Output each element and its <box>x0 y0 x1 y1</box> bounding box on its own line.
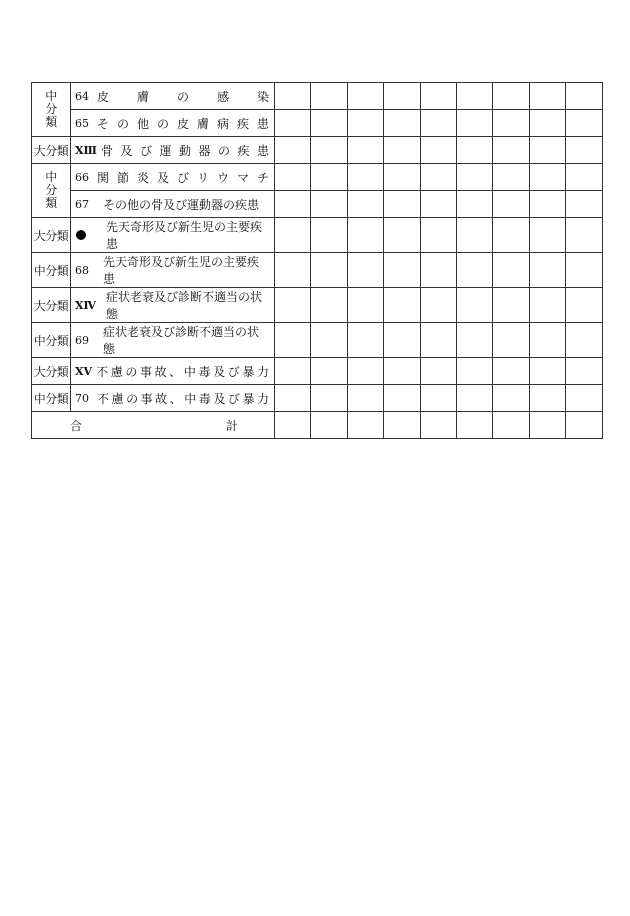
label-cell <box>71 253 275 288</box>
table-row <box>32 110 603 137</box>
item-number: XⅤ <box>75 364 93 378</box>
data-cell[interactable] <box>347 164 383 191</box>
data-cell[interactable] <box>529 385 565 412</box>
category-cell: 大分類 <box>32 137 71 164</box>
item-name: 先天奇形及び新生児の主要疾患 <box>106 220 263 251</box>
data-cell[interactable] <box>275 288 311 323</box>
data-cell[interactable] <box>529 218 565 253</box>
data-cell[interactable] <box>566 110 602 137</box>
item-name: 症状老衰及び診断不適当の状態 <box>106 290 263 321</box>
table-row <box>32 323 603 358</box>
data-cell[interactable] <box>456 83 492 110</box>
data-cell[interactable] <box>420 110 456 137</box>
data-cell[interactable] <box>493 358 529 385</box>
item-number: 67 <box>75 197 89 211</box>
data-cell[interactable] <box>529 191 565 218</box>
data-cell[interactable] <box>275 385 311 412</box>
table-row <box>32 218 603 253</box>
total-cell[interactable] <box>275 412 311 439</box>
table-row <box>32 253 603 288</box>
data-cell[interactable] <box>493 191 529 218</box>
data-cell[interactable] <box>420 253 456 288</box>
data-cell[interactable] <box>311 385 347 412</box>
data-cell[interactable] <box>566 385 602 412</box>
item-number: 65 <box>75 116 89 130</box>
table-row <box>32 385 603 412</box>
data-cell[interactable] <box>311 288 347 323</box>
total-cell[interactable] <box>493 412 529 439</box>
label <box>75 288 269 322</box>
item-number: 68 <box>75 263 89 277</box>
data-cell[interactable] <box>529 358 565 385</box>
item-number: 70 <box>75 391 89 405</box>
data-cell[interactable] <box>456 358 492 385</box>
data-cell[interactable] <box>456 288 492 323</box>
item-number: 64 <box>75 89 89 103</box>
data-cell[interactable] <box>384 253 420 288</box>
data-cell[interactable] <box>420 323 456 358</box>
data-cell[interactable] <box>311 191 347 218</box>
data-cell[interactable] <box>311 218 347 253</box>
data-cell[interactable] <box>347 385 383 412</box>
label-cell <box>71 110 275 137</box>
data-cell[interactable] <box>347 110 383 137</box>
label-cell <box>71 164 275 191</box>
label-cell <box>71 358 275 385</box>
data-cell[interactable] <box>275 358 311 385</box>
data-cell[interactable] <box>493 288 529 323</box>
data-cell[interactable] <box>529 137 565 164</box>
data-cell[interactable] <box>420 385 456 412</box>
label <box>75 88 269 105</box>
item-number: XⅣ <box>75 298 97 312</box>
data-cell[interactable] <box>529 83 565 110</box>
data-cell[interactable] <box>493 110 529 137</box>
data-cell[interactable] <box>420 218 456 253</box>
total-right: 計 <box>225 418 238 433</box>
data-cell[interactable] <box>566 83 602 110</box>
data-cell[interactable] <box>529 288 565 323</box>
table-row <box>32 358 603 385</box>
total-row <box>32 412 603 439</box>
item-name: 不慮の事故、中毒及び暴力 <box>97 391 269 406</box>
category-cell: 中分類 <box>32 385 71 412</box>
table-row <box>32 191 603 218</box>
data-cell[interactable] <box>347 358 383 385</box>
label-cell <box>71 137 275 164</box>
data-cell[interactable] <box>347 288 383 323</box>
label-cell <box>71 288 275 323</box>
category-cell: 大分類 <box>32 288 71 323</box>
data-cell[interactable] <box>493 164 529 191</box>
bullet-icon <box>76 230 86 240</box>
table-row <box>32 137 603 164</box>
data-cell[interactable] <box>529 323 565 358</box>
label <box>75 363 269 380</box>
item-name: 骨及び運動器の疾患 <box>100 143 269 158</box>
data-cell[interactable] <box>456 218 492 253</box>
table-row <box>32 164 603 191</box>
data-cell[interactable] <box>456 385 492 412</box>
data-cell[interactable] <box>384 83 420 110</box>
label-cell <box>71 323 275 358</box>
data-cell[interactable] <box>456 164 492 191</box>
data-cell[interactable] <box>347 83 383 110</box>
data-cell[interactable] <box>566 358 602 385</box>
data-cell[interactable] <box>347 137 383 164</box>
data-cell[interactable] <box>311 137 347 164</box>
label <box>75 218 269 252</box>
data-cell[interactable] <box>420 288 456 323</box>
data-cell[interactable] <box>384 191 420 218</box>
total-cell[interactable] <box>420 412 456 439</box>
data-cell[interactable] <box>384 385 420 412</box>
data-cell[interactable] <box>566 253 602 288</box>
data-cell[interactable] <box>384 323 420 358</box>
data-cell[interactable] <box>566 137 602 164</box>
data-cell[interactable] <box>311 358 347 385</box>
item-name: その他の骨及び運動器の疾患 <box>103 197 260 212</box>
data-cell[interactable] <box>456 253 492 288</box>
data-cell[interactable] <box>529 253 565 288</box>
data-cell[interactable] <box>420 358 456 385</box>
category-cell: 中分類 <box>32 323 71 358</box>
data-cell[interactable] <box>456 137 492 164</box>
item-name: 症状老衰及び診断不適当の状態 <box>103 325 260 356</box>
data-cell[interactable] <box>529 110 565 137</box>
data-cell[interactable] <box>384 288 420 323</box>
data-cell[interactable] <box>384 110 420 137</box>
data-cell[interactable] <box>347 218 383 253</box>
item-number: 69 <box>75 333 89 347</box>
total-label <box>32 417 274 434</box>
label-cell <box>71 83 275 110</box>
data-cell[interactable] <box>566 218 602 253</box>
data-cell[interactable] <box>311 83 347 110</box>
data-cell[interactable] <box>275 323 311 358</box>
total-cell[interactable] <box>347 412 383 439</box>
label-cell <box>71 191 275 218</box>
label <box>75 115 269 132</box>
data-cell[interactable] <box>311 253 347 288</box>
data-cell[interactable] <box>566 164 602 191</box>
data-cell[interactable] <box>420 137 456 164</box>
data-cell[interactable] <box>566 288 602 323</box>
item-name: 先天奇形及び新生児の主要疾患 <box>103 255 260 286</box>
data-cell[interactable] <box>420 164 456 191</box>
data-cell[interactable] <box>347 253 383 288</box>
data-cell[interactable] <box>275 83 311 110</box>
item-number: XⅢ <box>75 143 97 157</box>
category-cell: 大分類 <box>32 218 71 253</box>
data-cell[interactable] <box>311 323 347 358</box>
data-cell[interactable] <box>311 164 347 191</box>
label <box>75 142 269 159</box>
category-cell: 中 分 類 <box>32 83 71 137</box>
data-cell[interactable] <box>566 191 602 218</box>
data-cell[interactable] <box>384 164 420 191</box>
category-cell: 中分類 <box>32 253 71 288</box>
data-cell[interactable] <box>456 191 492 218</box>
total-cell[interactable] <box>384 412 420 439</box>
data-cell[interactable] <box>493 385 529 412</box>
label-cell <box>71 385 275 412</box>
item-name: 関節炎及びリウマチ <box>97 170 269 185</box>
data-cell[interactable] <box>384 358 420 385</box>
data-cell[interactable] <box>529 164 565 191</box>
label-cell <box>71 218 275 253</box>
data-cell[interactable] <box>311 110 347 137</box>
label <box>75 323 269 357</box>
label <box>75 169 269 186</box>
category-cell: 中 分 類 <box>32 164 71 218</box>
data-cell[interactable] <box>566 323 602 358</box>
data-cell[interactable] <box>493 253 529 288</box>
data-cell[interactable] <box>384 218 420 253</box>
data-cell[interactable] <box>456 323 492 358</box>
data-cell[interactable] <box>420 191 456 218</box>
total-cell[interactable] <box>311 412 347 439</box>
label <box>75 253 269 287</box>
item-number: 66 <box>75 170 89 184</box>
label <box>75 390 269 407</box>
data-cell[interactable] <box>456 110 492 137</box>
data-cell[interactable] <box>347 191 383 218</box>
data-cell[interactable] <box>493 83 529 110</box>
data-cell[interactable] <box>493 323 529 358</box>
total-left: 合 <box>70 418 83 433</box>
total-cell[interactable] <box>566 412 602 439</box>
total-label-cell <box>32 412 275 439</box>
data-cell[interactable] <box>493 218 529 253</box>
item-name: その他の皮膚病疾患 <box>97 116 269 131</box>
label <box>75 196 269 213</box>
item-name: 皮膚の感染 <box>97 89 269 104</box>
data-cell[interactable] <box>493 137 529 164</box>
data-cell[interactable] <box>275 218 311 253</box>
total-cell[interactable] <box>456 412 492 439</box>
table-row <box>32 288 603 323</box>
item-name: 不慮の事故、中毒及び暴力 <box>96 364 269 379</box>
data-cell[interactable] <box>384 137 420 164</box>
data-cell[interactable] <box>420 83 456 110</box>
data-cell[interactable] <box>275 137 311 164</box>
total-cell[interactable] <box>529 412 565 439</box>
data-cell[interactable] <box>275 253 311 288</box>
data-cell[interactable] <box>275 164 311 191</box>
category-cell: 大分類 <box>32 358 71 385</box>
data-cell[interactable] <box>347 323 383 358</box>
data-cell[interactable] <box>275 110 311 137</box>
table-row <box>32 83 603 110</box>
disease-classification-table <box>31 82 603 439</box>
data-cell[interactable] <box>275 191 311 218</box>
